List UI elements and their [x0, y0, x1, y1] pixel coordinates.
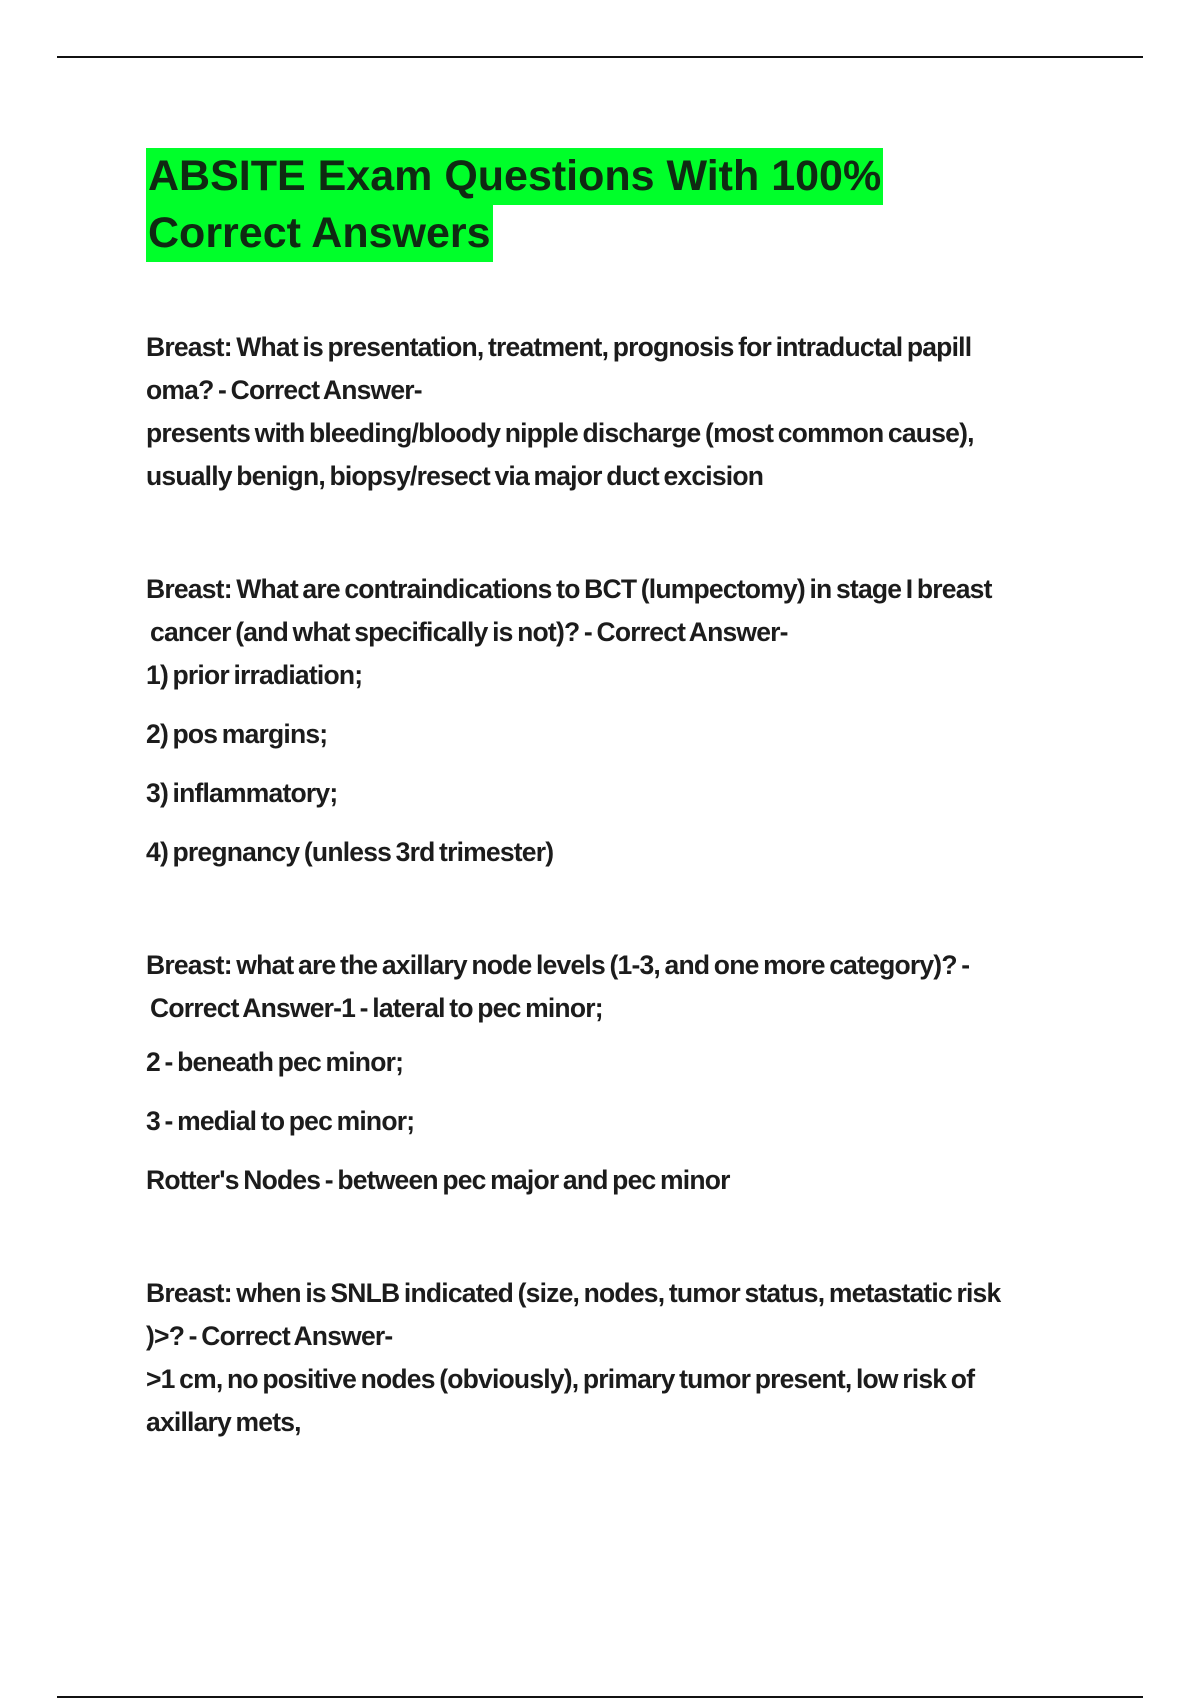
answer-list-item: 2 - beneath pec minor;: [146, 1047, 404, 1077]
answer-list-item: Rotter's Nodes - between pec major and pec minor: [146, 1165, 730, 1195]
answer-list-item: 2) pos margins;: [146, 719, 328, 749]
answer-list-item: 3 - medial to pec minor;: [146, 1106, 415, 1136]
answer-line: presents with bleeding/bloody nipple discharge (most common cause),: [146, 418, 974, 448]
title-line-1: ABSITE Exam Questions With 100%: [146, 148, 883, 205]
answer-list-item: 4) pregnancy (unless 3rd trimester): [146, 837, 554, 867]
answer-line: usually benign, biopsy/resect via major duct excision: [146, 461, 764, 491]
qa-item-bct-contraindications: [146, 568, 1096, 874]
qa-item-snlb-indications: [146, 1272, 1096, 1444]
question-line: Breast: when is SNLB indicated (size, nodes, tumor status, metastatic risk: [146, 1278, 1001, 1308]
qa-item-axillary-node-levels: [146, 944, 1096, 1202]
answer-list-item: 1) prior irradiation;: [146, 660, 363, 690]
top-rule: [57, 56, 1143, 58]
title-line-2: Correct Answers: [146, 205, 493, 262]
qa-item-intraductal-papilloma: [146, 326, 1096, 498]
document-title: [146, 148, 1096, 262]
question-line: cancer (and what specifically is not)? - Correct Answer-: [150, 617, 788, 647]
answer-list-item: 3) inflammatory;: [146, 778, 338, 808]
document-body: [146, 148, 1096, 1444]
answer-line: axillary mets,: [146, 1407, 301, 1437]
question-line: Breast: What is presentation, treatment, prognosis for intraductal papill: [146, 332, 972, 362]
question-line: oma? - Correct Answer-: [146, 375, 422, 405]
answer-line: >1 cm, no positive nodes (obviously), primary tumor present, low risk of: [146, 1364, 975, 1394]
question-line: )>? - Correct Answer-: [146, 1321, 393, 1351]
question-line: Breast: What are contraindications to BCT (lumpectomy) in stage I breast: [146, 574, 992, 604]
question-line: Correct Answer-1 - lateral to pec minor;: [150, 993, 603, 1023]
question-line: Breast: what are the axillary node levels (1-3, and one more category)? -: [146, 950, 970, 980]
bottom-rule: [57, 1696, 1143, 1698]
